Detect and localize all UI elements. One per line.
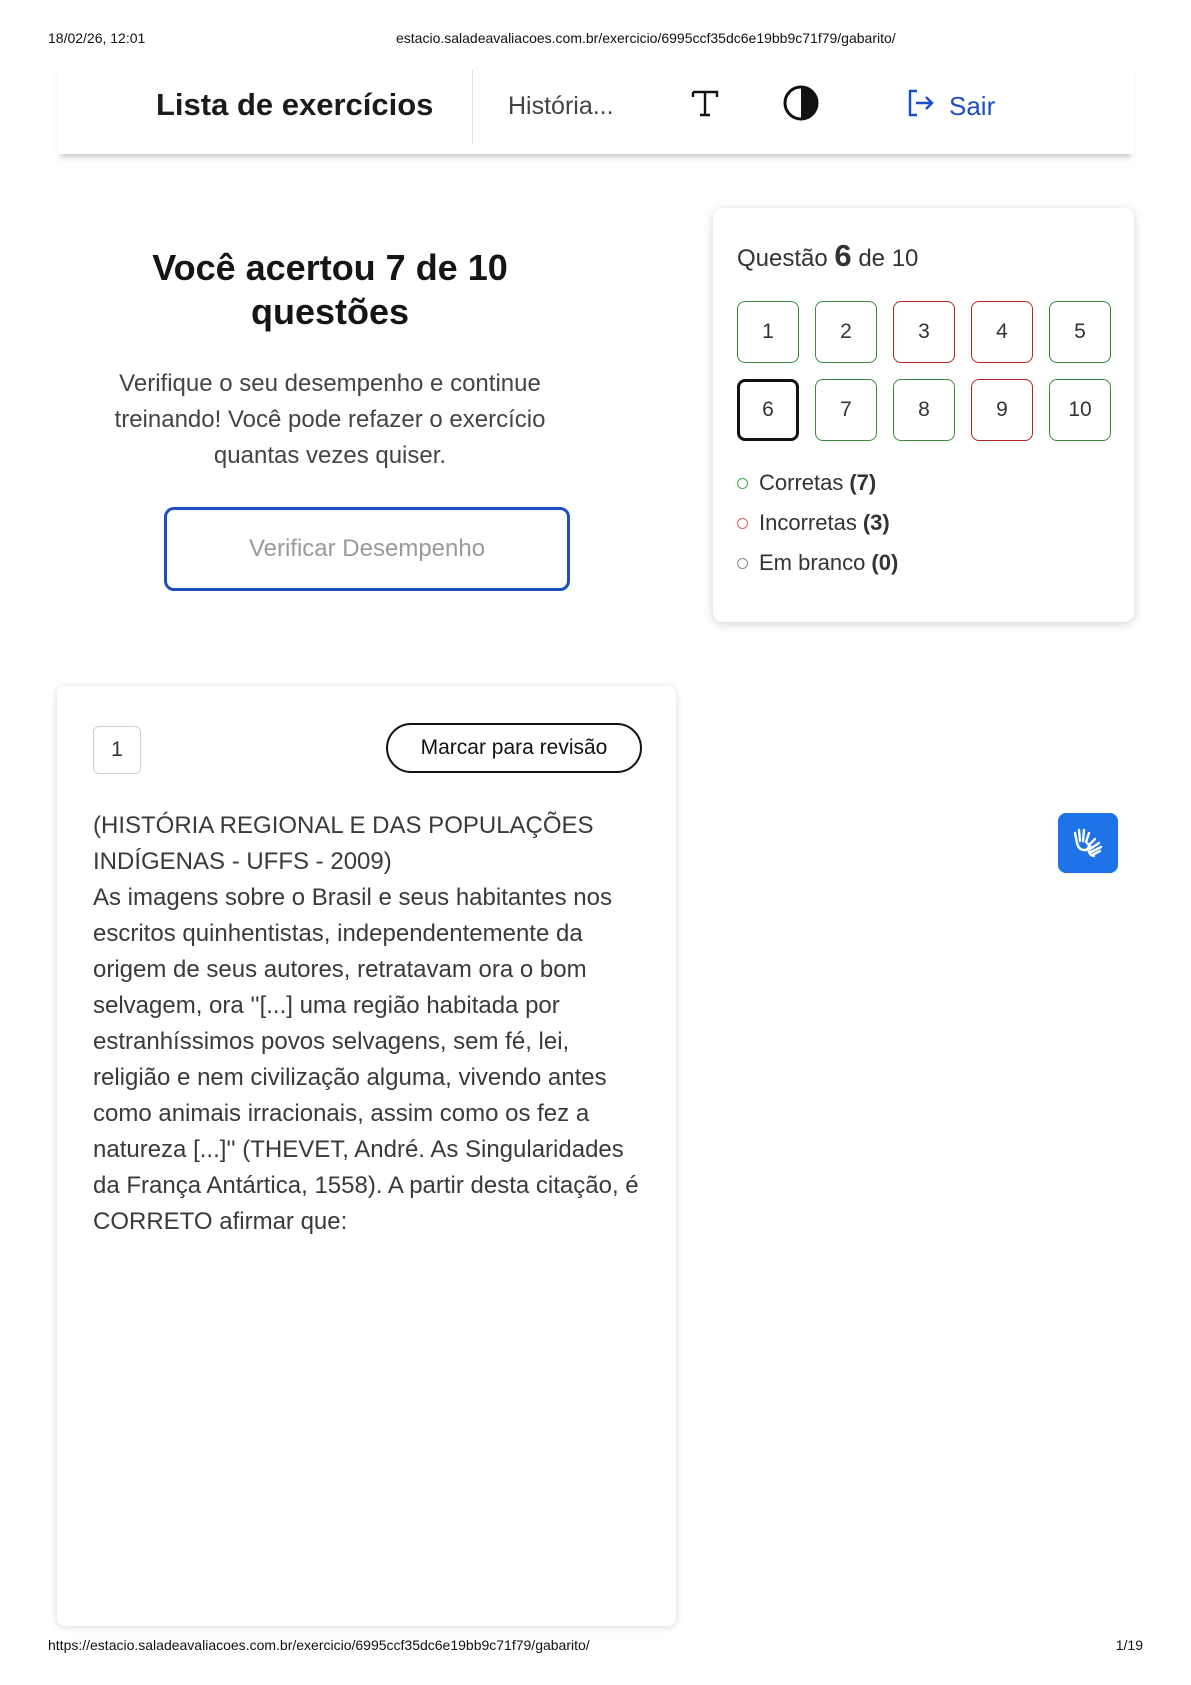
contrast-button[interactable] — [773, 80, 829, 130]
result-summary — [100, 246, 560, 474]
blank-dot-icon — [737, 558, 748, 569]
incorrect-dot-icon — [737, 518, 748, 529]
contrast-icon — [782, 84, 820, 127]
legend-blank-label: Em branco — [759, 550, 866, 575]
print-footer — [48, 1637, 1143, 1657]
legend-incorrect-count: (3) — [862, 510, 890, 535]
logout-label: Sair — [949, 90, 996, 121]
question-counter-prefix: Questão — [737, 245, 828, 272]
question-button-9[interactable]: 9 — [971, 379, 1033, 441]
legend-correct-count: (7) — [849, 470, 877, 495]
legend-incorrect — [737, 503, 898, 543]
legend-correct-label: Corretas — [759, 470, 844, 495]
question-card — [57, 686, 676, 1626]
question-button-1[interactable]: 1 — [737, 301, 799, 363]
question-counter-current: 6 — [834, 238, 852, 273]
print-header — [48, 30, 1143, 50]
question-grid — [737, 301, 1113, 441]
question-button-10[interactable]: 10 — [1049, 379, 1111, 441]
question-button-6[interactable]: 6 — [737, 379, 799, 441]
correct-dot-icon — [737, 478, 748, 489]
mark-for-review-button[interactable]: Marcar para revisão — [386, 723, 642, 773]
legend-blank-count: (0) — [871, 550, 899, 575]
result-message: Verifique o seu desempenho e continue treinando! Você pode refazer o exercício quantas vezes quiser. — [114, 370, 546, 469]
logout-button[interactable] — [905, 84, 995, 128]
verify-performance-button[interactable]: Verificar Desempenho — [164, 507, 570, 591]
question-button-3[interactable]: 3 — [893, 301, 955, 363]
question-button-5[interactable]: 5 — [1049, 301, 1111, 363]
question-counter-suffix: de 10 — [858, 245, 919, 272]
top-navbar — [57, 62, 1134, 154]
page-title: Lista de exercícios — [156, 87, 434, 122]
font-size-icon — [690, 88, 720, 123]
legend-correct — [737, 463, 898, 503]
legend-blank — [737, 543, 898, 583]
sign-language-icon — [1068, 821, 1108, 866]
question-body: As imagens sobre o Brasil e seus habitantes nos escritos quinhentistas, independentemente da origem de seus autores, retratavam ora o bom selvagem, ora ''[...] uma região habitada por estranhíssimos povos selvagens, sem fé, lei, religião e nem civilização alguma, vivendo antes como animais irracionais, assim como os fez a natureza [...]'' (THEVET, André. As Singularidades da França Antártica, 1558). A partir desta citação, é CORRETO afirmar que: — [93, 884, 639, 1235]
print-url: estacio.saladeavaliacoes.com.br/exercicio/6995ccf35dc6e19bb9c71f79/gabarito/ — [396, 30, 896, 46]
question-navigator — [713, 208, 1134, 622]
result-heading: Você acertou 7 de 10 questões — [152, 247, 508, 332]
print-timestamp: 18/02/26, 12:01 — [48, 30, 146, 46]
question-number-badge: 1 — [93, 726, 141, 774]
status-legend — [737, 463, 898, 583]
question-button-4[interactable]: 4 — [971, 301, 1033, 363]
navbar-divider — [472, 70, 473, 144]
print-page-number: 1/19 — [1115, 1637, 1143, 1653]
logout-icon — [905, 87, 949, 126]
question-text — [93, 808, 653, 1240]
sign-language-button[interactable] — [1058, 813, 1118, 873]
question-button-7[interactable]: 7 — [815, 379, 877, 441]
question-source: (HISTÓRIA REGIONAL E DAS POPULAÇÕES INDÍGENAS - UFFS - 2009) — [93, 812, 594, 875]
legend-incorrect-label: Incorretas — [759, 510, 857, 535]
font-size-button[interactable] — [677, 80, 733, 130]
course-name: História... — [508, 92, 614, 120]
print-footer-url: https://estacio.saladeavaliacoes.com.br/exercicio/6995ccf35dc6e19bb9c71f79/gabarito/ — [48, 1637, 590, 1653]
question-button-2[interactable]: 2 — [815, 301, 877, 363]
question-button-8[interactable]: 8 — [893, 379, 955, 441]
question-counter — [737, 238, 918, 274]
